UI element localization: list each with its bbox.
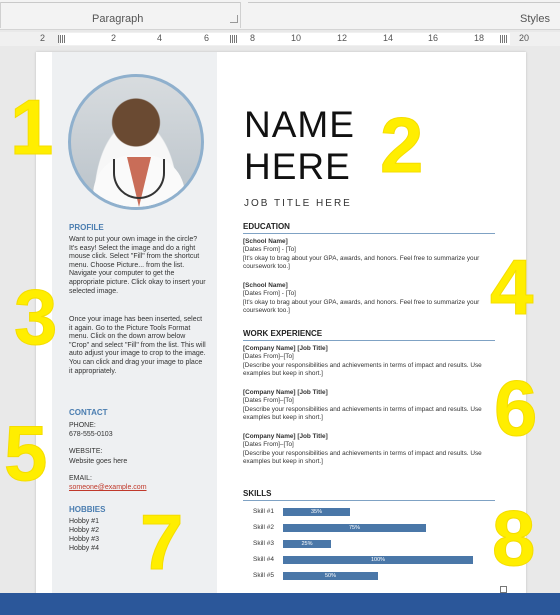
phone-value: 678-555-0103 bbox=[69, 431, 113, 438]
skill-bar-track bbox=[283, 540, 473, 548]
education-dates: [Dates From] - [To] bbox=[243, 290, 296, 298]
company-job-title: [Company Name] [Job Title] bbox=[243, 433, 328, 440]
document-page[interactable] bbox=[36, 52, 526, 597]
annotation-number: 8 bbox=[492, 494, 536, 582]
hobby-item: Hobby #1 bbox=[69, 518, 99, 525]
education-description: [It's okay to brag about your GPA, awards, and honors. Feel free to summarize your coursework too.] bbox=[243, 254, 480, 270]
skill-label: Skill #4 bbox=[253, 556, 274, 563]
work-description: [Describe your responsibilities and achievements in terms of impact and results. Use examples but keep in short.] bbox=[243, 405, 482, 421]
website-value: Website goes here bbox=[69, 458, 128, 465]
work-entry bbox=[243, 389, 493, 422]
profile-paragraph-2: Once your image has been inserted, select it again. Go to the Picture Tools Format menu. Click on the down arrow below "Crop" and select "Fill" from the list. This will auto adjust your image to crop to the image. You can click and drag your image to place it appropriately. bbox=[69, 316, 206, 375]
ruler-active-area bbox=[60, 33, 510, 45]
education-entry bbox=[243, 282, 493, 315]
skill-label: Skill #5 bbox=[253, 572, 274, 579]
work-description: [Describe your responsibilities and achievements in terms of impact and results. Use examples but keep in short.] bbox=[243, 361, 482, 377]
work-dates: [Dates From]–[To] bbox=[243, 441, 294, 449]
ruler-number: 2 bbox=[40, 33, 46, 43]
skill-bar-track bbox=[283, 556, 473, 564]
ruler-column-marker[interactable] bbox=[230, 35, 238, 43]
skill-bar-track bbox=[283, 524, 473, 532]
ruler-number: 6 bbox=[204, 33, 210, 43]
phone-label: PHONE: bbox=[69, 422, 96, 429]
skill-bar-track bbox=[283, 572, 473, 580]
company-job-title: [Company Name] [Job Title] bbox=[243, 389, 328, 396]
work-dates: [Dates From]–[To] bbox=[243, 353, 294, 361]
education-rule bbox=[243, 233, 495, 234]
work-dates: [Dates From]–[To] bbox=[243, 397, 294, 405]
skill-bar-label: 100% bbox=[370, 557, 386, 563]
resize-handle[interactable] bbox=[500, 586, 507, 593]
profile-paragraph-1: Want to put your own image in the circle? It's easy! Select the image and do a right mouse click. Select "Fill" from the shortcut menu. Choose Picture... from the list. Navigate your computer to get the appropriate picture. Click okay to insert your selected image. bbox=[69, 236, 206, 295]
annotation-number: 7 bbox=[140, 498, 184, 586]
ribbon-divider bbox=[0, 2, 240, 3]
profile-photo[interactable] bbox=[68, 74, 204, 210]
email-link[interactable]: someone@example.com bbox=[69, 484, 147, 491]
work-heading: WORK EXPERIENCE bbox=[243, 329, 323, 338]
hobby-item: Hobby #3 bbox=[69, 536, 99, 543]
ribbon bbox=[0, 0, 560, 30]
education-description: [It's okay to brag about your GPA, awards, and honors. Feel free to summarize your coursework too.] bbox=[243, 298, 480, 314]
paragraph-dialog-launcher-icon[interactable] bbox=[230, 15, 238, 23]
education-dates: [Dates From] - [To] bbox=[243, 246, 296, 254]
ruler-number: 18 bbox=[474, 33, 485, 43]
name-line-1: NAME bbox=[244, 104, 355, 145]
ruler-number: 16 bbox=[428, 33, 439, 43]
annotation-number: 6 bbox=[494, 364, 538, 452]
company-job-title: [Company Name] [Job Title] bbox=[243, 345, 328, 352]
job-title[interactable]: JOB TITLE HERE bbox=[244, 198, 352, 209]
work-entry bbox=[243, 345, 493, 378]
ruler-number: 2 bbox=[111, 33, 117, 43]
resume-name[interactable] bbox=[244, 104, 355, 188]
annotation-number: 1 bbox=[10, 83, 54, 171]
skills-heading: SKILLS bbox=[243, 489, 272, 498]
ruler-number: 8 bbox=[250, 33, 256, 43]
skill-bar-track bbox=[283, 508, 473, 516]
paragraph-group-label: Paragraph bbox=[92, 13, 144, 25]
ribbon-group-divider bbox=[0, 2, 1, 28]
annotation-number: 5 bbox=[4, 409, 48, 497]
skill-label: Skill #2 bbox=[253, 524, 274, 531]
website-label: WEBSITE: bbox=[69, 448, 103, 455]
annotation-number: 3 bbox=[14, 273, 58, 361]
work-rule bbox=[243, 340, 495, 341]
hobby-item: Hobby #2 bbox=[69, 527, 99, 534]
profile-heading: PROFILE bbox=[69, 223, 104, 232]
status-bar bbox=[0, 593, 560, 615]
name-line-2: HERE bbox=[244, 146, 351, 187]
ruler-number: 14 bbox=[383, 33, 394, 43]
school-name: [School Name] bbox=[243, 282, 288, 289]
work-description: [Describe your responsibilities and achievements in terms of impact and results. Use examples but keep in short.] bbox=[243, 449, 482, 465]
work-entry bbox=[243, 433, 493, 466]
skill-bar-label: 35% bbox=[310, 509, 322, 515]
ruler-left-margin-marker[interactable] bbox=[58, 35, 66, 43]
ruler-number: 4 bbox=[157, 33, 163, 43]
education-entry bbox=[243, 238, 493, 271]
hobbies-heading: HOBBIES bbox=[69, 505, 106, 514]
ruler-right-margin-marker[interactable] bbox=[500, 35, 508, 43]
education-heading: EDUCATION bbox=[243, 222, 290, 231]
horizontal-ruler[interactable] bbox=[0, 32, 560, 46]
skills-rule bbox=[243, 500, 495, 501]
skill-bar-label: 25% bbox=[301, 541, 313, 547]
skill-label: Skill #1 bbox=[253, 508, 274, 515]
skill-bar-label: 50% bbox=[324, 573, 336, 579]
skill-label: Skill #3 bbox=[253, 540, 274, 547]
annotation-number: 2 bbox=[380, 101, 424, 189]
skill-bar-label: 75% bbox=[348, 525, 360, 531]
ruler-number: 10 bbox=[291, 33, 302, 43]
ruler-number: 12 bbox=[337, 33, 348, 43]
ribbon-group-divider bbox=[240, 2, 241, 28]
ribbon-divider bbox=[248, 2, 560, 3]
styles-group-label: Styles bbox=[520, 13, 550, 25]
ruler-number: 20 bbox=[519, 33, 530, 43]
annotation-number: 4 bbox=[490, 243, 534, 331]
hobby-item: Hobby #4 bbox=[69, 545, 99, 552]
contact-heading: CONTACT bbox=[69, 408, 108, 417]
school-name: [School Name] bbox=[243, 238, 288, 245]
email-label: EMAIL: bbox=[69, 475, 92, 482]
